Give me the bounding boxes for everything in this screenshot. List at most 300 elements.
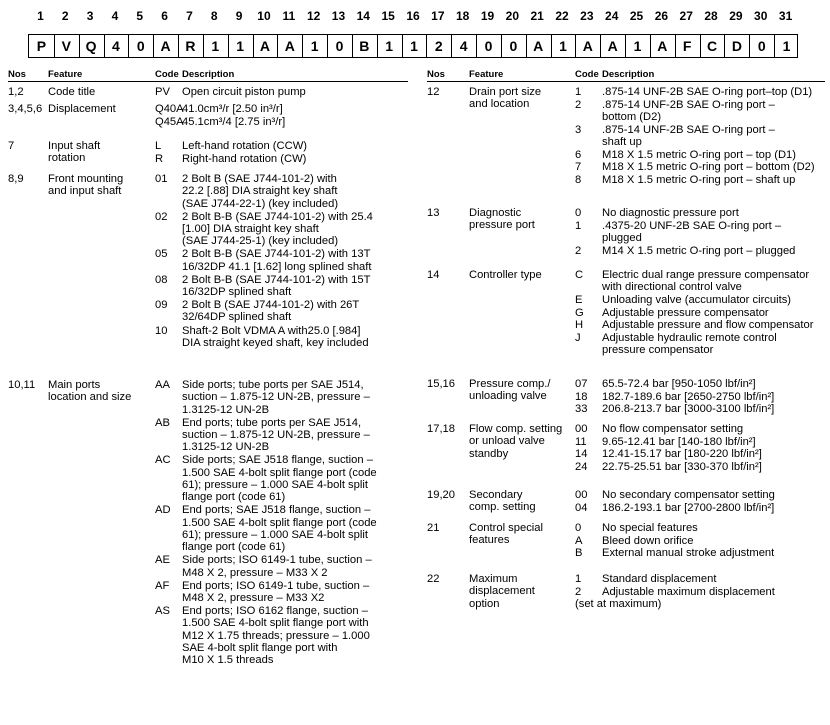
description-line: Open circuit piston pump [182, 86, 306, 98]
option-description [602, 174, 795, 186]
code-cell-divider [476, 35, 477, 57]
code-cell: B [359, 38, 370, 54]
position-number: 22 [555, 9, 569, 23]
position-number: 13 [331, 9, 346, 23]
description-line: M10 X 1.5 threads [182, 654, 274, 667]
code-cell: A [160, 38, 171, 54]
option-code: 8 [575, 174, 582, 187]
code-cell: 4 [459, 38, 468, 54]
feature-line: Secondary [469, 489, 523, 501]
description-line: 2 Bolt B-B (SAE J744-101-2) with 25.4 [182, 210, 373, 223]
feature-line: and input shaft [48, 185, 122, 198]
option-description [602, 319, 813, 331]
option-code: AE [155, 554, 170, 567]
description-line: SAE 4-bolt split flange port with [182, 642, 338, 655]
description-line: 206.8-213.7 bar [3000-3100 lbf/in²] [602, 403, 775, 416]
feature-line: Main ports [48, 379, 101, 391]
code-cell: 4 [112, 38, 120, 54]
position-number: 3 [86, 9, 94, 23]
description-line: M48 X 2, pressure – M33 X 2 [182, 566, 328, 579]
description-line: No secondary compensator setting [602, 489, 775, 501]
feature-line: pressure port [469, 219, 535, 232]
option-code: 3 [575, 123, 582, 136]
description-line: Standard displacement [602, 573, 717, 585]
header-nos: Nos [427, 69, 445, 80]
description-line: pressure compensator [602, 344, 714, 357]
option-description [182, 211, 373, 248]
position-number: 24 [605, 9, 619, 23]
option-description [182, 248, 372, 273]
description-line: M48 X 2, pressure – M33 X2 [182, 592, 325, 605]
option-description [602, 573, 716, 585]
code-cell-divider [600, 35, 601, 57]
option-code: AD [155, 504, 171, 517]
description-line: M12 X 1.75 threads; pressure – 1.000 [182, 629, 370, 642]
row-nos: 17,18 [427, 423, 455, 435]
description-line: 41.0cm³/r [2.50 in³/r] [182, 103, 283, 115]
description-line: suction – 1.875-12 UN-2B, pressure – [182, 428, 370, 441]
option-code: C [575, 269, 584, 281]
option-description [602, 294, 791, 306]
option-description [602, 489, 775, 501]
option-description [182, 554, 372, 579]
code-cell-divider [575, 35, 576, 57]
option-code: AF [155, 579, 170, 592]
position-number: 6 [161, 9, 168, 23]
description-line: .4375-20 UNF-2B SAE O-ring port – [602, 219, 782, 232]
option-code: Q45A [155, 116, 184, 129]
description-line: Unloading valve (accumulator circuits) [602, 294, 792, 306]
description-line: Adjustable pressure compensator [602, 306, 769, 319]
position-number: 26 [654, 9, 669, 23]
header-rule [8, 81, 408, 82]
code-cell: V [61, 38, 71, 54]
code-cell-divider [178, 35, 179, 57]
code-cell-divider [625, 35, 626, 57]
row-feature [469, 423, 562, 460]
feature-line: Front mounting [48, 173, 124, 185]
option-description [602, 461, 762, 473]
option-description [182, 86, 306, 98]
row-feature [469, 86, 541, 111]
feature-line: Flow comp. setting [469, 423, 563, 435]
option-code: AA [155, 379, 170, 391]
row-nos: 12 [427, 86, 440, 98]
feature-line: Input shaft [48, 140, 101, 152]
option-code: J [575, 332, 581, 345]
row-feature [469, 207, 535, 232]
feature-line: and location [469, 98, 530, 111]
option-code: 00 [575, 423, 588, 435]
option-code: B [575, 547, 583, 560]
description-line: 61); pressure – 1.000 SAE 4-bolt split [182, 478, 368, 491]
option-description [602, 86, 812, 98]
description-line: 182.7-189.6 bar [2650-2750 lbf/in²] [602, 390, 775, 403]
position-number: 4 [111, 9, 119, 23]
option-code: PV [155, 86, 170, 98]
model-code-box [28, 34, 798, 58]
description-line: 1.3125-12 UN-2B [182, 403, 270, 416]
row-nos: 8,9 [8, 173, 24, 185]
description-line: suction – 1.875-12 UN-2B, pressure – [182, 391, 370, 404]
description-line: End ports; ISO 6162 flange, suction – [182, 605, 368, 618]
position-number: 17 [431, 9, 445, 23]
row-feature [48, 140, 100, 165]
description-line: 1.500 SAE 4-bolt split flange port (code [182, 466, 377, 479]
code-cell: A [533, 38, 544, 54]
option-description [602, 502, 774, 514]
description-line: 2 Bolt B (SAE J744-101-2) with [182, 173, 337, 185]
header-description: Description [182, 69, 235, 80]
row-nos: 13 [427, 207, 440, 219]
header-code: Code [575, 69, 599, 80]
option-description [602, 149, 796, 161]
header-nos: Nos [8, 69, 26, 80]
option-code: 11 [575, 435, 587, 448]
option-description [602, 423, 743, 435]
code-cell-divider [153, 35, 154, 57]
code-cell-divider [203, 35, 204, 57]
option-code: 1 [575, 573, 582, 585]
code-cell: R [185, 38, 196, 54]
code-cell-divider [749, 35, 750, 57]
code-cell: 1 [385, 38, 394, 54]
position-number: 1 [37, 9, 44, 23]
header-feature: Feature [48, 69, 83, 80]
option-code: 00 [575, 489, 588, 501]
option-description [182, 325, 369, 350]
position-number: 31 [778, 9, 793, 23]
option-description [602, 391, 774, 403]
position-number: 27 [679, 9, 693, 23]
position-number: 23 [580, 9, 594, 23]
code-cell-divider [451, 35, 452, 57]
code-cell-divider [426, 35, 427, 57]
option-description [602, 448, 762, 460]
position-number: 12 [306, 9, 321, 23]
option-description [182, 299, 359, 324]
code-cell: 1 [211, 38, 220, 54]
row-nos: 14 [427, 269, 440, 281]
option-description [602, 124, 775, 149]
option-description [182, 103, 283, 115]
description-line: Adjustable maximum displacement [602, 585, 775, 598]
row-feature [48, 103, 116, 115]
code-cell: A [582, 38, 593, 54]
code-cell: 2 [434, 38, 443, 54]
option-description [182, 417, 370, 454]
row-feature [469, 378, 550, 403]
row-nos: 7 [8, 140, 15, 152]
code-cell: 1 [236, 38, 245, 54]
description-line: M18 X 1.5 metric O-ring port – bottom (D2) [602, 161, 815, 174]
code-cell-divider [228, 35, 229, 57]
code-cell-divider [377, 35, 378, 57]
code-cell-divider [128, 35, 129, 57]
position-number: 10 [257, 9, 271, 23]
header-rule [427, 81, 825, 82]
feature-line: displacement [469, 585, 535, 598]
description-line: 2 Bolt B-B (SAE J744-101-2) with 13T [182, 248, 371, 261]
feature-line: unloading valve [469, 390, 547, 403]
description-line: 2 Bolt B-B (SAE J744-101-2) with 15T [182, 273, 371, 286]
feature-line: or unload valve [469, 435, 545, 448]
feature-line: Controller type [469, 269, 542, 281]
code-cell-divider [402, 35, 403, 57]
position-number-row [28, 9, 798, 25]
code-cell: 0 [335, 38, 344, 54]
description-line: No diagnostic pressure port [602, 207, 739, 219]
row-feature [469, 269, 542, 281]
description-line: 16/32DP splined shaft [182, 286, 292, 299]
option-code: 6 [575, 148, 582, 161]
position-number: 21 [530, 9, 544, 23]
description-line: .875-14 UNF-2B SAE O-ring port – [602, 123, 775, 136]
header-code: Code [155, 69, 179, 80]
row-feature [48, 173, 123, 198]
feature-line: rotation [48, 152, 86, 165]
description-line: 32/64DP splined shaft [182, 311, 292, 324]
description-line: 1.500 SAE 4-bolt split flange port with [182, 617, 369, 630]
description-line: 12.41-15.17 bar [180-220 lbf/in²] [602, 448, 762, 461]
option-description [182, 153, 306, 165]
position-number: 8 [210, 9, 218, 23]
option-code: 09 [155, 299, 168, 312]
option-code: 1 [575, 86, 582, 98]
code-cell: C [706, 38, 718, 54]
code-cell: 1 [410, 38, 418, 54]
option-code: 08 [155, 273, 168, 286]
option-code: 1 [575, 219, 582, 232]
code-cell: F [682, 38, 692, 54]
position-number: 11 [282, 9, 296, 23]
feature-line: Pressure comp./ [469, 378, 551, 390]
code-cell-divider [700, 35, 701, 57]
code-cell-divider [526, 35, 527, 57]
feature-line: features [469, 534, 510, 547]
description-line: 22.75-25.51 bar [330-370 lbf/in²] [602, 461, 762, 474]
description-line: Side ports; tube ports per SAE J514, [182, 379, 364, 391]
option-description [602, 378, 756, 390]
option-description [182, 173, 338, 210]
position-number: 18 [455, 9, 470, 23]
description-line: 2 Bolt B (SAE J744-101-2) with 26T [182, 299, 360, 312]
description-line: Right-hand rotation (CW) [182, 153, 307, 166]
description-line: shaft up [602, 135, 642, 148]
option-code: 01 [155, 173, 168, 185]
description-line: 1.3125-12 UN-2B [182, 441, 270, 454]
description-line: Electric dual range pressure compensator [602, 269, 810, 281]
description-line: 1.500 SAE 4-bolt split flange port (code [182, 516, 377, 529]
code-cell-divider [724, 35, 725, 57]
description-line: Bleed down orifice [602, 534, 694, 547]
feature-line: option [469, 597, 500, 610]
code-cell: 0 [484, 38, 493, 54]
row-feature [48, 86, 95, 98]
code-cell: P [36, 38, 47, 54]
code-cell-divider [79, 35, 80, 57]
description-line: External manual stroke adjustment [602, 547, 775, 560]
description-line: .875-14 UNF-2B SAE O-ring port–top (D1) [602, 86, 813, 98]
option-description [602, 161, 815, 173]
row-feature [469, 522, 543, 547]
position-number: 25 [629, 9, 644, 23]
feature-line: Code title [48, 86, 96, 98]
description-line: End ports; ISO 6149-1 tube, suction – [182, 579, 370, 592]
code-cell: Q [85, 38, 97, 54]
description-line: (SAE J744-22-1) (key included) [182, 197, 339, 210]
feature-line: location and size [48, 391, 132, 404]
description-line: .875-14 UNF-2B SAE O-ring port – [602, 98, 775, 111]
row-nos: 22 [427, 573, 440, 585]
row-nos: 19,20 [427, 489, 455, 501]
feature-line: comp. setting [469, 501, 536, 514]
description-line: 22.2 [.88] DIA straight key shaft [182, 185, 338, 198]
description-line: 16/32DP 41.1 [1.62] long splined shaft [182, 260, 372, 273]
option-code: 14 [575, 448, 588, 461]
description-line: flange port (code 61) [182, 541, 286, 554]
description-line: M18 X 1.5 metric O-ring port – top (D1) [602, 148, 796, 161]
row-feature [469, 573, 535, 610]
description-line: plugged [602, 231, 642, 244]
option-description [602, 220, 781, 245]
description-line: M14 X 1.5 metric O-ring port – plugged [602, 244, 796, 257]
option-code: 02 [155, 210, 168, 223]
option-code: G [575, 306, 584, 319]
option-code: R [155, 153, 164, 166]
code-cell-divider [774, 35, 775, 57]
option-description [602, 245, 795, 257]
row-feature [48, 379, 131, 404]
code-cell: A [284, 38, 295, 54]
code-cell: 0 [757, 38, 766, 54]
position-number: 9 [235, 9, 243, 23]
position-number: 29 [729, 9, 743, 23]
description-line: DIA straight keyed shaft, key included [182, 336, 369, 349]
code-cell: 1 [782, 38, 791, 54]
option-description [602, 547, 774, 559]
option-code: A [575, 534, 583, 547]
feature-line: Drain port size [469, 86, 542, 98]
option-description [602, 436, 756, 448]
description-line: Side ports; SAE J518 flange, suction – [182, 454, 373, 467]
description-line: 45.1cm³/4 [2.75 in³/r] [182, 116, 286, 129]
row-feature [469, 489, 536, 514]
description-line: 61); pressure – 1.000 SAE 4-bolt split [182, 528, 368, 541]
description-line: bottom (D2) [602, 110, 662, 123]
code-cell-divider [253, 35, 254, 57]
position-number: 20 [505, 9, 520, 23]
option-code: E [575, 294, 583, 306]
option-code: 33 [575, 403, 588, 416]
description-line: No flow compensator setting [602, 423, 744, 435]
option-description [182, 140, 307, 152]
position-number: 30 [754, 9, 768, 23]
option-description [602, 269, 809, 294]
description-line: End ports; tube ports per SAE J514, [182, 416, 362, 429]
description-line: Shaft-2 Bolt VDMA A with25.0 [.984] [182, 324, 361, 337]
code-cell-divider [327, 35, 328, 57]
description-line: No special features [602, 522, 698, 534]
option-description [182, 274, 370, 299]
code-cell: 1 [633, 38, 642, 54]
option-description [602, 99, 775, 124]
code-cell: 1 [310, 38, 319, 54]
header-description: Description [602, 69, 655, 80]
row-nos: 10,11 [8, 379, 36, 391]
option-description [602, 403, 774, 415]
option-code: AS [155, 605, 170, 618]
description-line: End ports; SAE J518 flange, suction – [182, 504, 371, 517]
option-description [602, 207, 739, 219]
option-code: 04 [575, 501, 588, 514]
code-cell: 1 [559, 38, 567, 54]
code-cell: A [607, 38, 618, 54]
code-cell-divider [675, 35, 676, 57]
position-number: 2 [61, 9, 69, 23]
feature-line: Diagnostic [469, 207, 522, 219]
option-description [602, 307, 769, 319]
code-cell-divider [54, 35, 55, 57]
option-description [182, 504, 377, 553]
code-cell-divider [302, 35, 303, 57]
option-description [182, 116, 285, 128]
option-description [182, 379, 370, 416]
description-line: Adjustable hydraulic remote control [602, 332, 777, 345]
code-cell: A [657, 38, 668, 54]
code-cell-divider [551, 35, 552, 57]
option-code: 24 [575, 461, 588, 474]
row-nos: 3,4,5,6 [8, 103, 43, 115]
code-cell-divider [501, 35, 502, 57]
row-nos: 15,16 [427, 378, 455, 390]
option-description [602, 586, 775, 598]
option-code: 2 [575, 244, 582, 257]
position-number: 28 [704, 9, 718, 23]
description-line: Side ports; ISO 6149-1 tube, suction – [182, 554, 372, 567]
option-code: 7 [575, 161, 582, 174]
description-line: Adjustable pressure and flow compensator [602, 319, 814, 332]
option-code: AC [155, 454, 171, 467]
position-number: 14 [356, 9, 370, 23]
code-cell-divider [650, 35, 651, 57]
option-note: (set at maximum) [575, 598, 662, 610]
option-code: 07 [575, 378, 588, 390]
option-description [602, 535, 693, 547]
feature-line: Control special [469, 522, 543, 534]
option-code: 0 [575, 522, 582, 534]
description-line: M18 X 1.5 metric O-ring port – shaft up [602, 174, 796, 187]
position-number: 15 [381, 9, 395, 23]
row-nos: 1,2 [8, 86, 24, 98]
option-code: AB [155, 416, 170, 429]
code-cell-divider [352, 35, 353, 57]
description-line: flange port (code 61) [182, 491, 286, 504]
description-line: (SAE J744-25-1) (key included) [182, 235, 339, 248]
row-nos: 21 [427, 522, 440, 534]
description-line: [1.00] DIA straight key shaft [182, 222, 319, 235]
option-code: Q40A [155, 103, 184, 115]
feature-line: Displacement [48, 103, 116, 115]
option-code: 0 [575, 207, 582, 219]
code-cell-divider [277, 35, 278, 57]
option-description [602, 332, 777, 357]
position-number: 7 [186, 9, 193, 23]
code-cell: 0 [136, 38, 145, 54]
feature-line: Maximum [469, 573, 518, 585]
position-number: 5 [136, 9, 144, 23]
option-description [182, 580, 369, 605]
